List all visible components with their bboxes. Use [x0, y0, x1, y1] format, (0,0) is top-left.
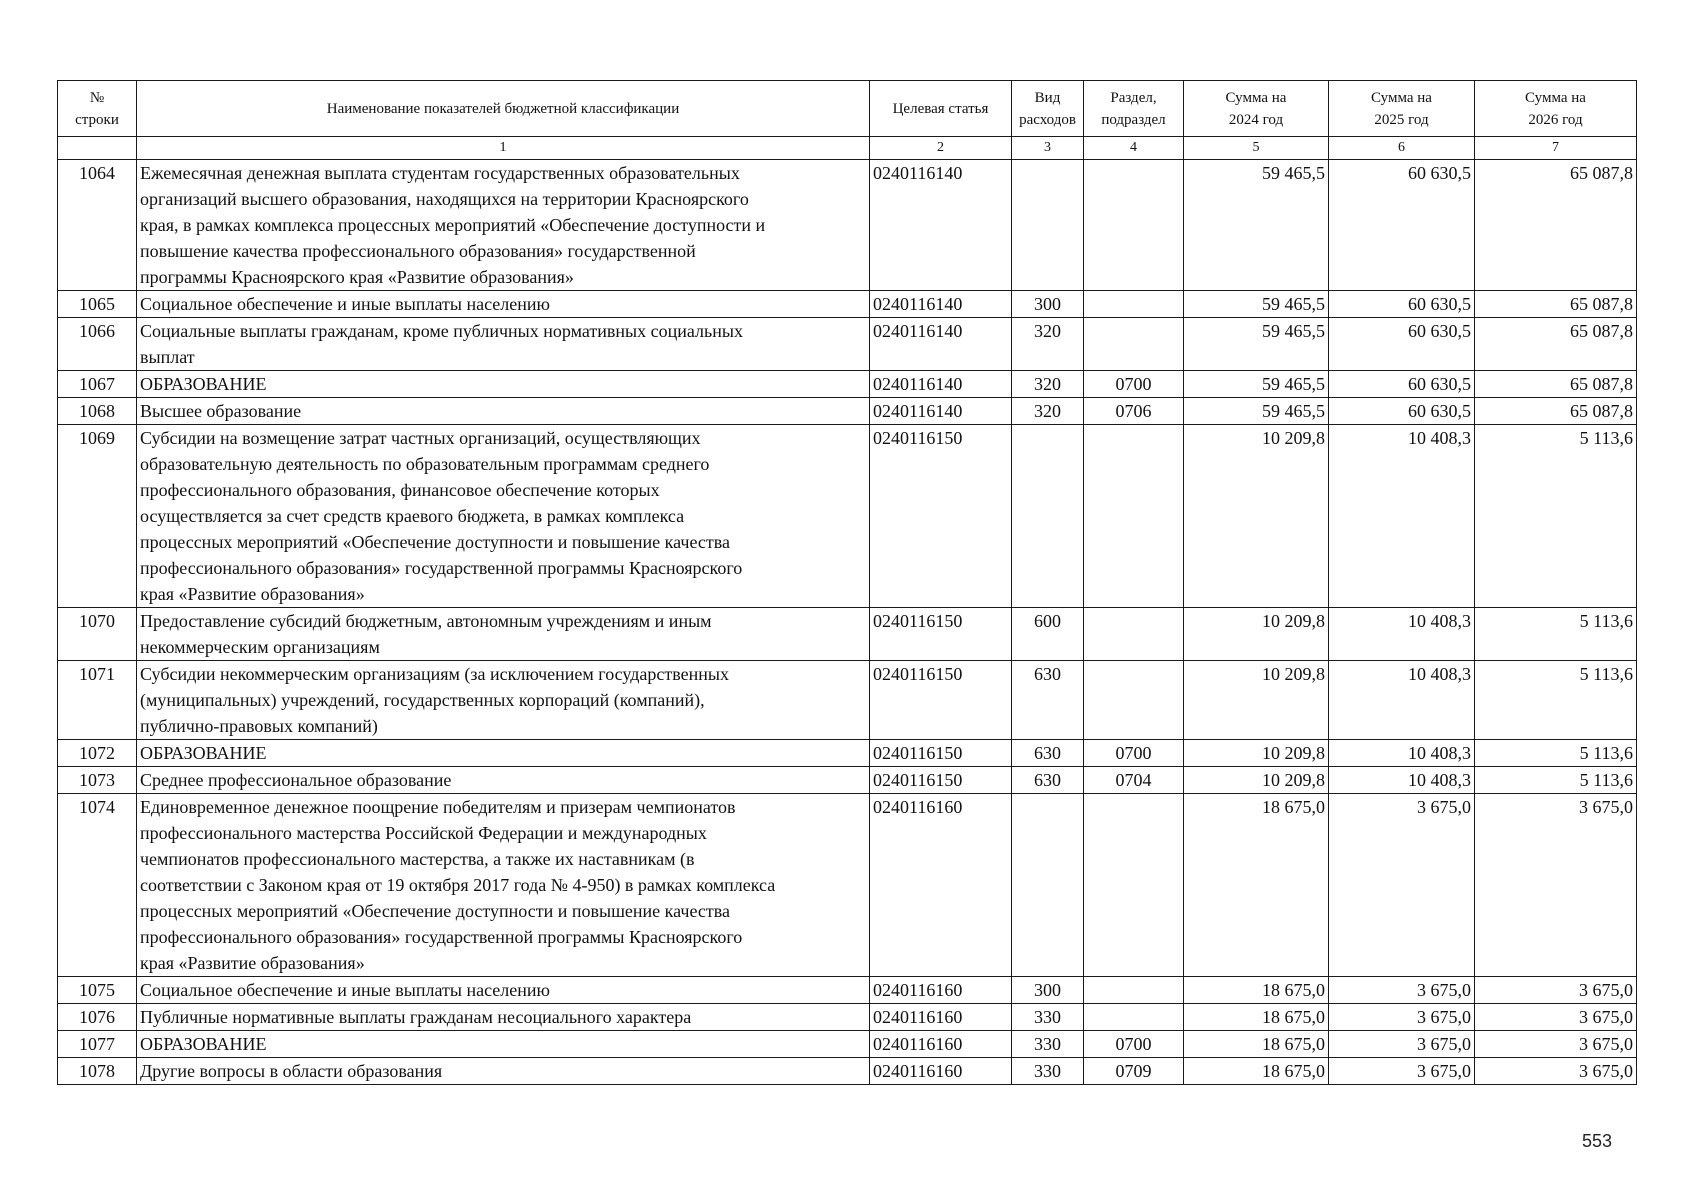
row-target-code: 0240116140	[870, 160, 1012, 291]
header-row-no: № строки	[58, 81, 137, 137]
budget-table	[57, 80, 1637, 1085]
row-sum-2025: 60 630,5	[1329, 318, 1475, 371]
table-row	[58, 291, 1637, 318]
row-name: Социальное обеспечение и иные выплаты населению	[137, 977, 870, 1004]
row-sum-2026: 3 675,0	[1475, 1031, 1637, 1058]
row-section: 0700	[1084, 740, 1184, 767]
row-name: Публичные нормативные выплаты гражданам несоциального характера	[137, 1004, 870, 1031]
table-row	[58, 1031, 1637, 1058]
row-sum-2026: 65 087,8	[1475, 398, 1637, 425]
row-sum-2026: 3 675,0	[1475, 794, 1637, 977]
row-section: 0700	[1084, 371, 1184, 398]
row-sum-2026: 65 087,8	[1475, 160, 1637, 291]
row-target-code: 0240116140	[870, 371, 1012, 398]
row-sum-2024: 10 209,8	[1184, 661, 1329, 740]
table-row	[58, 371, 1637, 398]
row-sum-2026: 5 113,6	[1475, 740, 1637, 767]
row-target-code: 0240116150	[870, 661, 1012, 740]
row-section	[1084, 977, 1184, 1004]
header-sum-2025: Сумма на 2025 год	[1329, 81, 1475, 137]
row-sum-2024: 10 209,8	[1184, 425, 1329, 608]
row-number: 1070	[58, 608, 137, 661]
row-sum-2024: 18 675,0	[1184, 794, 1329, 977]
row-section: 0709	[1084, 1058, 1184, 1085]
row-number: 1074	[58, 794, 137, 977]
row-section	[1084, 794, 1184, 977]
header-sum-2024: Сумма на 2024 год	[1184, 81, 1329, 137]
row-number: 1077	[58, 1031, 137, 1058]
row-expense-type: 320	[1012, 398, 1084, 425]
row-name: Ежемесячная денежная выплата студентам государственных образовательных организаций высшего образования, находящихся на территории Красноярского края, в рамках комплекса процессных мероприятий «Обеспечение доступности и повышение качества профессионального образования» государственной программы Красноярского края «Развитие образования»	[137, 160, 870, 291]
table-row	[58, 398, 1637, 425]
table-row	[58, 661, 1637, 740]
row-number: 1065	[58, 291, 137, 318]
row-number: 1078	[58, 1058, 137, 1085]
row-sum-2024: 18 675,0	[1184, 1004, 1329, 1031]
row-target-code: 0240116150	[870, 425, 1012, 608]
row-name: Предоставление субсидий бюджетным, автономным учреждениям и иным некоммерческим организациям	[137, 608, 870, 661]
row-section	[1084, 160, 1184, 291]
row-expense-type: 300	[1012, 977, 1084, 1004]
row-number: 1076	[58, 1004, 137, 1031]
row-sum-2026: 3 675,0	[1475, 1058, 1637, 1085]
row-number: 1072	[58, 740, 137, 767]
row-sum-2024: 59 465,5	[1184, 160, 1329, 291]
row-expense-type: 600	[1012, 608, 1084, 661]
row-number: 1066	[58, 318, 137, 371]
row-sum-2025: 3 675,0	[1329, 794, 1475, 977]
row-target-code: 0240116140	[870, 291, 1012, 318]
colnum-6: 6	[1329, 137, 1475, 160]
colnum-0	[58, 137, 137, 160]
table-row	[58, 608, 1637, 661]
row-sum-2025: 3 675,0	[1329, 1058, 1475, 1085]
row-section	[1084, 661, 1184, 740]
row-name: Среднее профессиональное образование	[137, 767, 870, 794]
row-number: 1075	[58, 977, 137, 1004]
header-name: Наименование показателей бюджетной классификации	[137, 81, 870, 137]
row-target-code: 0240116160	[870, 1058, 1012, 1085]
row-name: Субсидии некоммерческим организациям (за исключением государственных (муниципальных) учреждений, государственных корпораций (компаний), публично-правовых компаний)	[137, 661, 870, 740]
colnum-3: 3	[1012, 137, 1084, 160]
row-target-code: 0240116150	[870, 608, 1012, 661]
row-name: ОБРАЗОВАНИЕ	[137, 740, 870, 767]
colnum-2: 2	[870, 137, 1012, 160]
row-sum-2026: 65 087,8	[1475, 291, 1637, 318]
row-sum-2025: 10 408,3	[1329, 425, 1475, 608]
row-expense-type: 330	[1012, 1058, 1084, 1085]
row-expense-type: 630	[1012, 740, 1084, 767]
header-vid: Вид расходов	[1012, 81, 1084, 137]
row-sum-2024: 10 209,8	[1184, 608, 1329, 661]
row-number: 1068	[58, 398, 137, 425]
row-section	[1084, 318, 1184, 371]
row-target-code: 0240116160	[870, 794, 1012, 977]
row-section	[1084, 291, 1184, 318]
colnum-4: 4	[1084, 137, 1184, 160]
table-row	[58, 740, 1637, 767]
table-body	[58, 160, 1637, 1085]
row-sum-2026: 5 113,6	[1475, 608, 1637, 661]
row-sum-2026: 3 675,0	[1475, 977, 1637, 1004]
row-sum-2024: 10 209,8	[1184, 740, 1329, 767]
row-expense-type: 300	[1012, 291, 1084, 318]
row-expense-type	[1012, 794, 1084, 977]
row-sum-2026: 3 675,0	[1475, 1004, 1637, 1031]
header-row	[58, 81, 1637, 137]
row-sum-2026: 5 113,6	[1475, 661, 1637, 740]
row-number: 1067	[58, 371, 137, 398]
row-name: Социальные выплаты гражданам, кроме публичных нормативных социальных выплат	[137, 318, 870, 371]
row-sum-2024: 59 465,5	[1184, 398, 1329, 425]
row-target-code: 0240116150	[870, 767, 1012, 794]
row-section	[1084, 1004, 1184, 1031]
page-number: 553	[1582, 1131, 1613, 1151]
table-row	[58, 318, 1637, 371]
row-target-code: 0240116140	[870, 398, 1012, 425]
row-number: 1073	[58, 767, 137, 794]
row-sum-2024: 59 465,5	[1184, 318, 1329, 371]
row-sum-2025: 10 408,3	[1329, 740, 1475, 767]
table-row	[58, 1058, 1637, 1085]
row-number: 1064	[58, 160, 137, 291]
row-expense-type: 330	[1012, 1004, 1084, 1031]
row-expense-type: 630	[1012, 661, 1084, 740]
row-section: 0706	[1084, 398, 1184, 425]
row-sum-2025: 10 408,3	[1329, 608, 1475, 661]
row-sum-2025: 60 630,5	[1329, 160, 1475, 291]
row-name: Высшее образование	[137, 398, 870, 425]
row-sum-2026: 65 087,8	[1475, 371, 1637, 398]
row-sum-2024: 18 675,0	[1184, 1031, 1329, 1058]
row-sum-2025: 60 630,5	[1329, 291, 1475, 318]
row-section	[1084, 608, 1184, 661]
row-target-code: 0240116160	[870, 1004, 1012, 1031]
row-sum-2025: 3 675,0	[1329, 1031, 1475, 1058]
row-expense-type	[1012, 160, 1084, 291]
column-number-row	[58, 137, 1637, 160]
row-sum-2025: 10 408,3	[1329, 767, 1475, 794]
row-target-code: 0240116140	[870, 318, 1012, 371]
row-sum-2025: 3 675,0	[1329, 977, 1475, 1004]
row-name: ОБРАЗОВАНИЕ	[137, 1031, 870, 1058]
row-sum-2026: 5 113,6	[1475, 767, 1637, 794]
row-sum-2026: 5 113,6	[1475, 425, 1637, 608]
row-number: 1069	[58, 425, 137, 608]
row-sum-2024: 18 675,0	[1184, 977, 1329, 1004]
row-expense-type: 630	[1012, 767, 1084, 794]
row-name: Социальное обеспечение и иные выплаты населению	[137, 291, 870, 318]
row-sum-2025: 3 675,0	[1329, 1004, 1475, 1031]
row-sum-2024: 18 675,0	[1184, 1058, 1329, 1085]
colnum-1: 1	[137, 137, 870, 160]
row-sum-2025: 10 408,3	[1329, 661, 1475, 740]
row-name: Другие вопросы в области образования	[137, 1058, 870, 1085]
row-number: 1071	[58, 661, 137, 740]
row-sum-2026: 65 087,8	[1475, 318, 1637, 371]
row-sum-2024: 59 465,5	[1184, 291, 1329, 318]
colnum-7: 7	[1475, 137, 1637, 160]
row-expense-type: 330	[1012, 1031, 1084, 1058]
row-expense-type	[1012, 425, 1084, 608]
row-section	[1084, 425, 1184, 608]
row-sum-2025: 60 630,5	[1329, 371, 1475, 398]
row-name: ОБРАЗОВАНИЕ	[137, 371, 870, 398]
table-row	[58, 160, 1637, 291]
row-section: 0704	[1084, 767, 1184, 794]
header-sum-2026: Сумма на 2026 год	[1475, 81, 1637, 137]
row-target-code: 0240116150	[870, 740, 1012, 767]
row-name: Единовременное денежное поощрение победителям и призерам чемпионатов профессионального мастерства Российской Федерации и международных чемпионатов профессионального мастерства, а также их наставникам (в соответствии с Законом края от 19 октября 2017 года № 4-950) в рамках комплекса процессных мероприятий «Обеспечение доступности и повышение качества профессионального образования» государственной программы Красноярского края «Развитие образования»	[137, 794, 870, 977]
table-row	[58, 794, 1637, 977]
row-expense-type: 320	[1012, 318, 1084, 371]
table-row	[58, 977, 1637, 1004]
header-razdel: Раздел, подраздел	[1084, 81, 1184, 137]
row-name: Субсидии на возмещение затрат частных организаций, осуществляющих образовательную деятельность по образовательным программам среднего профессионального образования, финансовое обеспечение которых осуществляется за счет средств краевого бюджета, в рамках комплекса процессных мероприятий «Обеспечение доступности и повышение качества профессионального образования» государственной программы Красноярского края «Развитие образования»	[137, 425, 870, 608]
row-target-code: 0240116160	[870, 1031, 1012, 1058]
table-row	[58, 1004, 1637, 1031]
row-sum-2025: 60 630,5	[1329, 398, 1475, 425]
row-target-code: 0240116160	[870, 977, 1012, 1004]
table-row	[58, 767, 1637, 794]
table-row	[58, 425, 1637, 608]
colnum-5: 5	[1184, 137, 1329, 160]
row-sum-2024: 59 465,5	[1184, 371, 1329, 398]
header-target: Целевая статья	[870, 81, 1012, 137]
row-expense-type: 320	[1012, 371, 1084, 398]
row-sum-2024: 10 209,8	[1184, 767, 1329, 794]
row-section: 0700	[1084, 1031, 1184, 1058]
